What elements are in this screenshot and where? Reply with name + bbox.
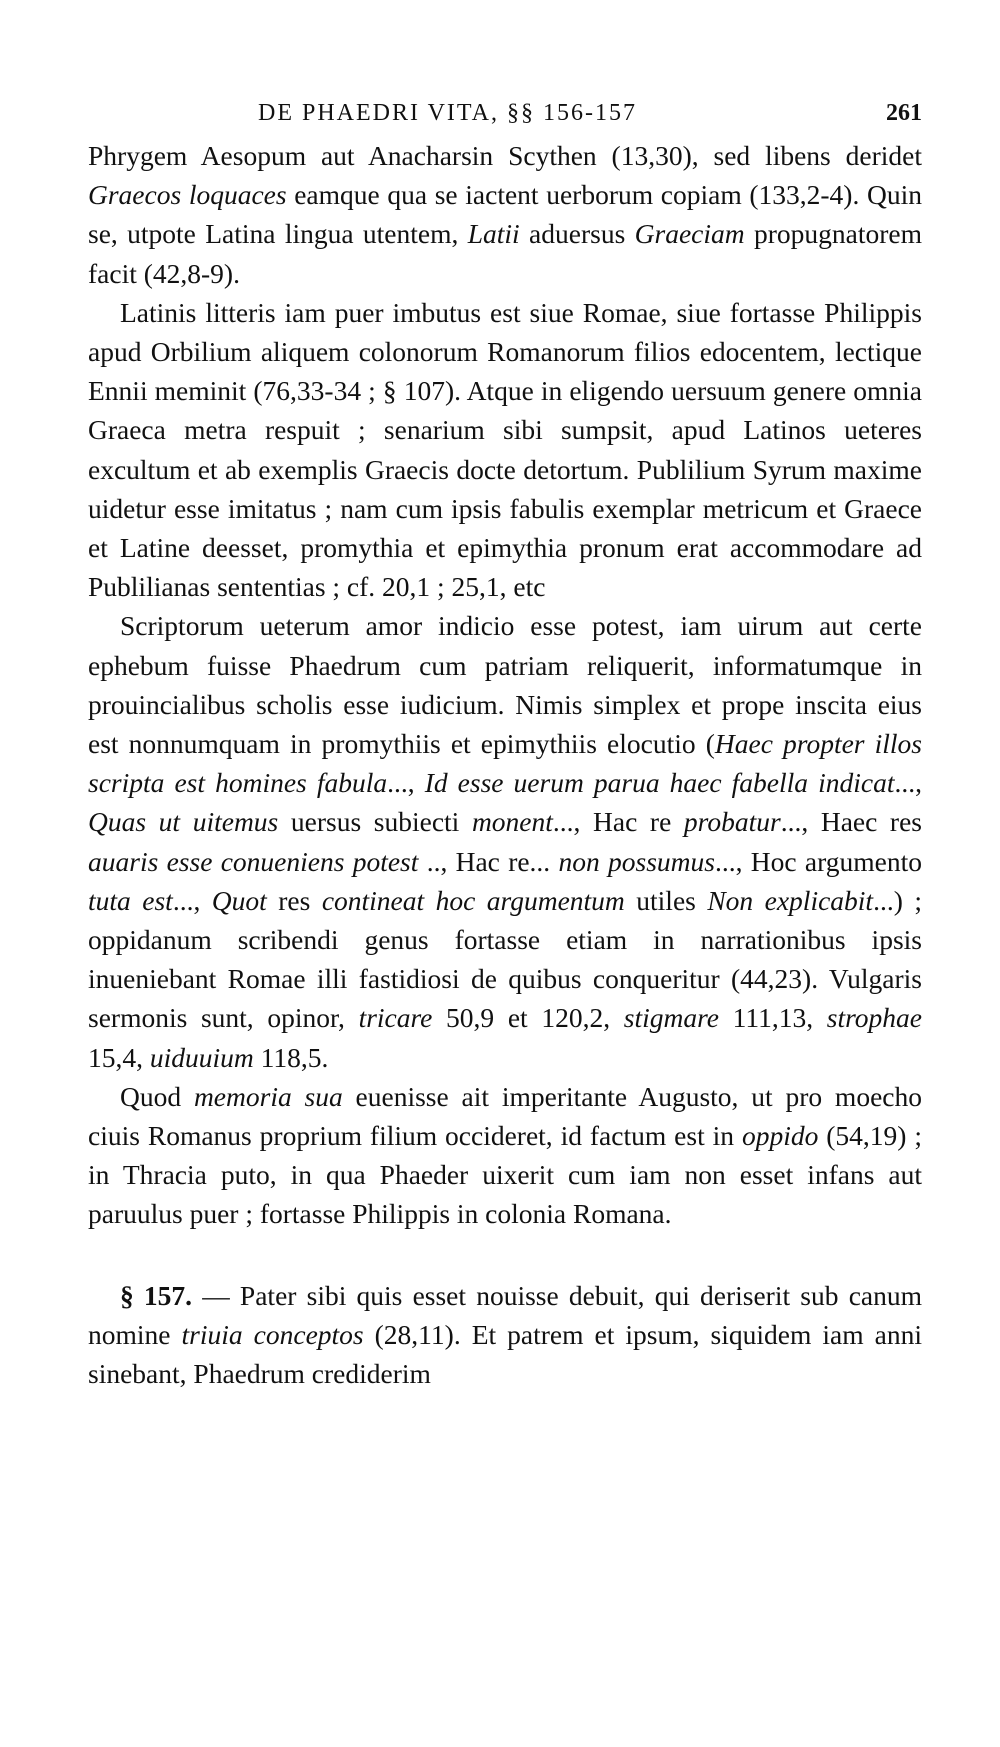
text-run: 118,5. [253,1041,329,1073]
body-text [88,136,922,1393]
italic-text: probatur [683,806,781,838]
paragraph [88,293,922,607]
text-run: ..., [894,767,922,799]
text-run: .., Hac re... [418,845,559,877]
italic-text: triuia conceptos [181,1318,364,1350]
italic-text: Graecos loquaces [88,179,287,211]
italic-text: uiduuium [149,1041,254,1073]
italic-text: Non explicabit [707,884,874,916]
paragraph [88,1276,922,1394]
italic-text: non possumus [558,845,715,877]
text-run: Latinis litteris iam puer imbutus est siue Romae, siue fortasse Philippis apud Orbilium aliquem colonorum Romanorum filios edocentem, lectique Ennii meminit (76,33-34 ; § 107). Atque in eligendo uersuum genere omnia Graeca metra respuit ; senarium sibi sumpsit, apud Latinos ueteres excultum et ab exemplis Graecis docte detortum. Publilium Syrum maxime uidetur esse imitatus ; nam cum ipsis fabulis exemplar metricum et Graece et Latine deesset, promythia et epimythia pronum erat accommodare ad Publilianas sententias ; cf. 20,1 ; 25,1, etc [88,296,922,603]
italic-text: Quas ut uitemus [88,806,279,838]
italic-text: Id esse uerum parua haec fabella indicat [424,767,895,799]
paragraph [88,1077,922,1234]
text-run: ..., Hoc argumento [715,845,923,877]
text-run: eamque qua se iactent uerborum copiam (133,2-4). Quin se, utpote Latina lingua utentem, [88,179,922,250]
text-run: 50,9 et 120,2, [432,1002,624,1034]
text-run: propugnatorem facit (42,8-9). [88,218,922,289]
italic-text: Quot [211,884,267,916]
italic-text: oppido [741,1120,819,1152]
section-number: § 157. [120,1279,193,1311]
italic-text: auaris esse conueniens potest [88,845,419,877]
text-run: 111,13, [718,1002,827,1034]
page-header [88,100,922,136]
italic-text: contineat hoc argumentum [321,884,625,916]
italic-text: memoria sua [193,1080,343,1112]
text-run: uersus subiecti [278,806,472,838]
text-run: 15,4, [88,1041,150,1073]
italic-text: tuta est [88,884,173,916]
text-run: aduersus [519,218,635,250]
text-run: ..., [387,767,425,799]
italic-text: Graeciam [634,218,745,250]
text-run: ..., Haec res [780,806,922,838]
text-run: ...) ; oppidanum scribendi genus fortasse etiam in narrationibus ipsis inueniebant Romae illi fastidiosi de quibus conqueritur (44,23). Vulgaris sermonis sunt, opinor, [88,884,922,1034]
italic-text: monent [471,806,553,838]
italic-text: stigmare [623,1002,719,1034]
paragraph [88,606,922,1076]
running-head: DE PHAEDRI VITA, §§ 156-157 [258,100,637,126]
text-run: Scriptorum ueterum amor indicio esse potest, iam uirum aut certe ephebum fuisse Phaedrum cum patriam reliquerit, informatumque in prouincialibus scholis esse iudicium. Nimis simplex et prope inscita eius est nonnumquam in promythiis et epimythiis elocutio ( [88,610,922,760]
page-number: 261 [886,100,922,126]
italic-text: strophae [826,1002,922,1034]
text-run: Phrygem Aesopum aut Anacharsin Scythen (13,30), sed libens deridet [88,140,922,171]
text-run: ..., Hac re [552,806,684,838]
text-run: (54,19) ; in Thracia puto, in qua Phaeder uixerit cum iam non esset infans aut paruulus puer ; fortasse Philippis in colonia Romana. [88,1120,922,1230]
text-run: res [266,884,322,916]
italic-text: Latii [467,218,520,250]
text-run: — Pater sibi quis esset nouisse debuit, qui deriserit sub canum nomine [88,1279,923,1350]
text-run: euenisse ait imperitante Augusto, ut pro moecho ciuis Romanus proprium filium occideret, id factum est in [88,1080,922,1152]
text-run: utiles [624,884,708,916]
italic-text: Haec propter illos scripta est homines fabula [88,728,923,799]
text-run: (28,11). Et patrem et ipsum, siquidem iam anni sinebant, Phaedrum crediderim [88,1318,922,1390]
italic-text: tricare [358,1002,433,1034]
text-run: Quod [120,1080,194,1112]
paragraph [88,136,922,293]
text-run: ..., [172,884,212,916]
